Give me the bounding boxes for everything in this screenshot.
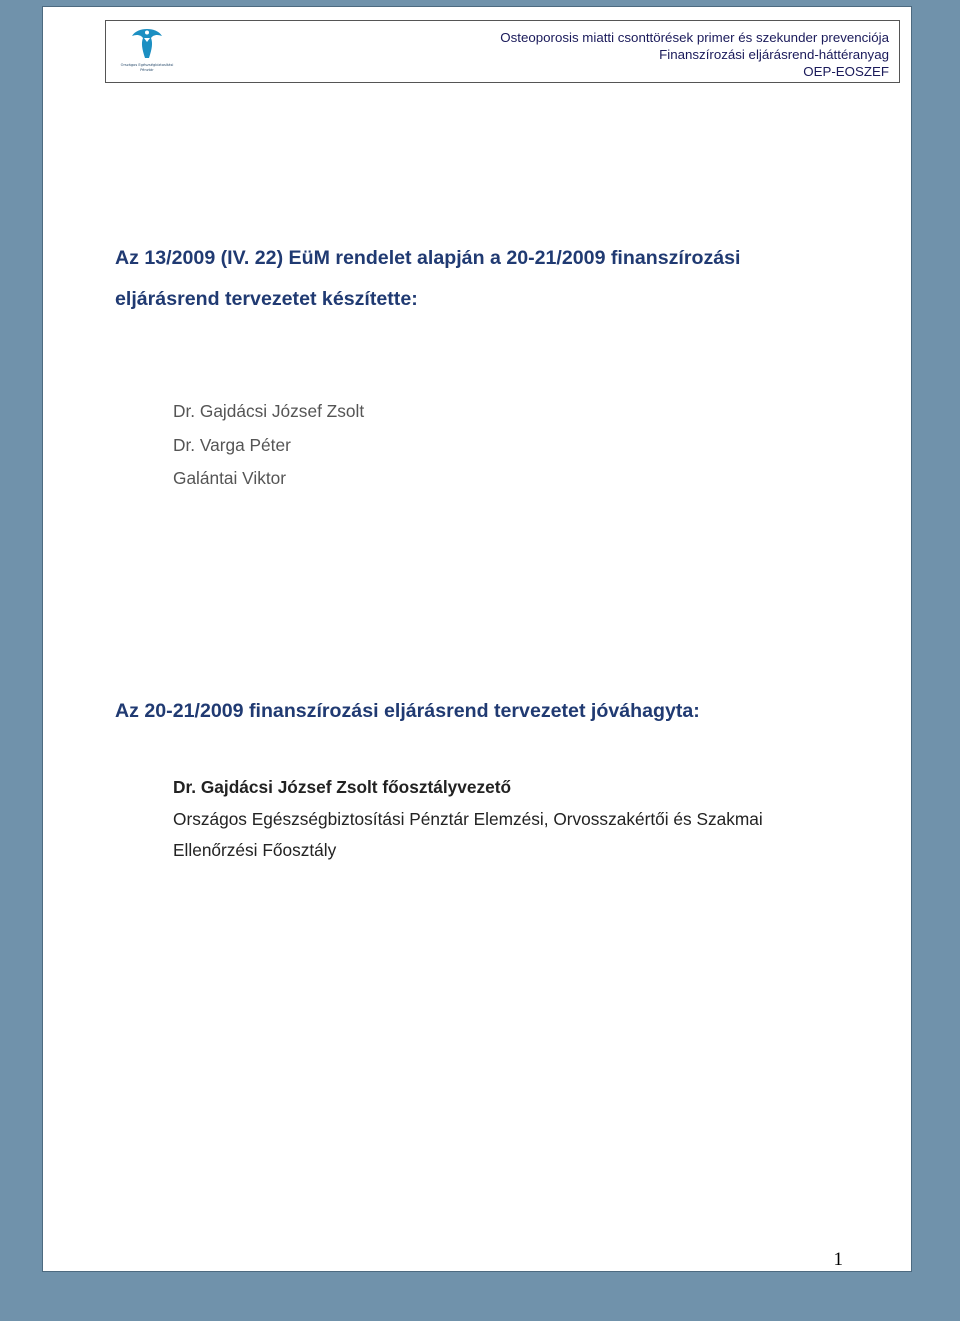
approver-name: Dr. Gajdácsi József Zsolt főosztályvezető bbox=[173, 777, 512, 797]
department-line2: Ellenőrzési Főosztály bbox=[173, 840, 337, 860]
page-header bbox=[105, 20, 900, 83]
approved-heading: Az 20-21/2009 finanszírozási eljárásrend tervezetet jóváhagyta: bbox=[115, 700, 700, 722]
logo-caption: Országos Egészségbiztosítási Pénztár bbox=[120, 63, 174, 72]
author-name: Dr. Varga Péter bbox=[173, 435, 291, 455]
oep-logo-icon bbox=[130, 25, 164, 61]
header-title: Osteoporosis miatti csonttörések primer és szekunder prevenciója bbox=[500, 30, 889, 45]
prepared-heading-line1: Az 13/2009 (IV. 22) EüM rendelet alapján a 20-21/2009 finanszírozási bbox=[115, 247, 741, 269]
prepared-heading-line2: eljárásrend tervezetet készítette: bbox=[115, 288, 418, 310]
header-subtitle: Finanszírozási eljárásrend-háttéranyag bbox=[659, 47, 889, 62]
page-number: 1 bbox=[833, 1249, 843, 1270]
oep-logo bbox=[116, 25, 178, 79]
department-line1: Országos Egészségbiztosítási Pénztár Elemzési, Orvosszakértői és Szakmai bbox=[173, 809, 763, 829]
document-page bbox=[42, 6, 912, 1272]
author-name: Dr. Gajdácsi József Zsolt bbox=[173, 401, 365, 421]
header-org: OEP-EOSZEF bbox=[803, 64, 889, 79]
header-text bbox=[500, 29, 889, 80]
author-name: Galántai Viktor bbox=[173, 468, 287, 488]
